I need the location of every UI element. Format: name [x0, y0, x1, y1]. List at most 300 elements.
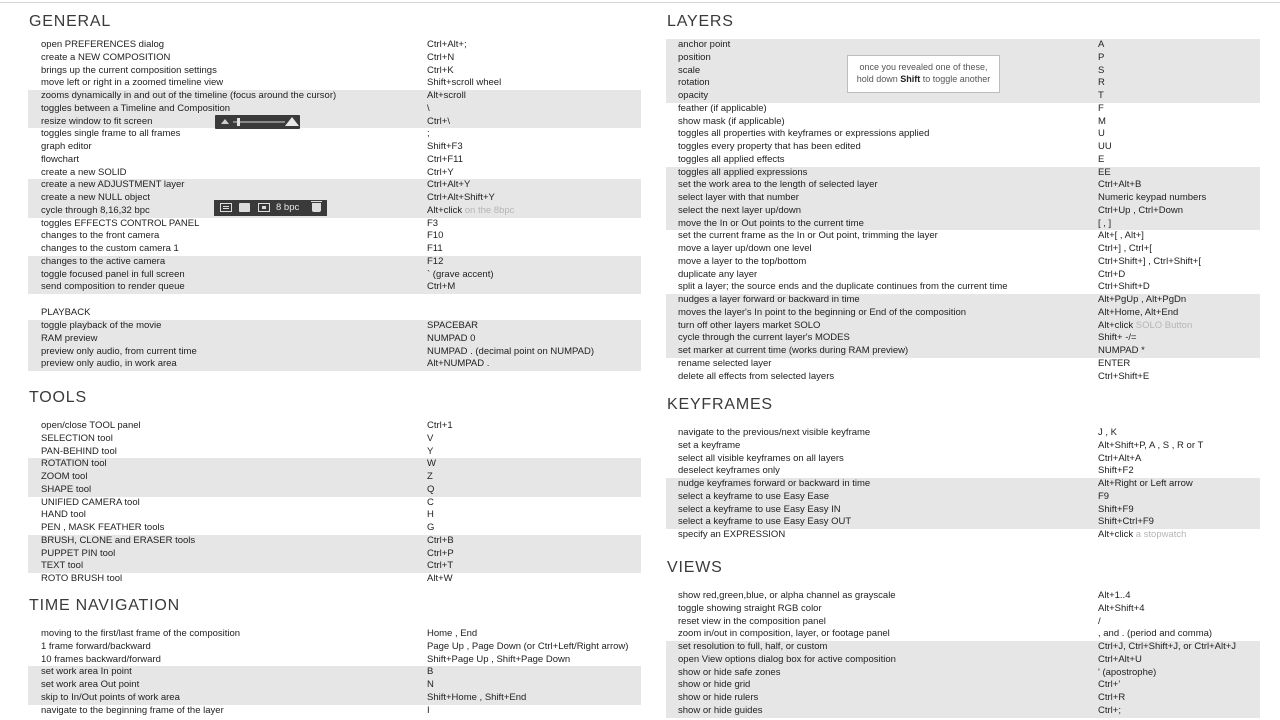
shortcut-description: create a NEW COMPOSITION: [41, 51, 171, 63]
shortcut-description: flowchart: [41, 153, 80, 165]
shortcut-description: select all visible keyframes on all layers: [678, 452, 844, 464]
shortcut-key-text: P: [1098, 51, 1105, 63]
shortcut-description: anchor point: [678, 39, 731, 50]
shortcut-keys: [427, 103, 430, 116]
shortcut-key-text: Alt+1..4: [1098, 590, 1131, 601]
shortcut-row: [666, 269, 1260, 282]
shortcut-key-text: Shift+scroll wheel: [427, 77, 502, 89]
shortcut-keys: [1098, 504, 1134, 517]
shortcut-row: [28, 116, 641, 129]
shortcut-key-text: Shift+F3: [427, 141, 463, 152]
shortcut-key-text: NUMPAD . (decimal point on NUMPAD): [427, 345, 594, 357]
shortcut-row: [28, 433, 641, 446]
shortcut-description: position: [678, 51, 711, 63]
shortcut-keys: [427, 167, 454, 180]
shortcut-description: 1 frame forward/backward: [41, 640, 151, 652]
shortcut-keys: [1098, 529, 1186, 542]
shortcut-row: [666, 332, 1260, 345]
shortcut-row: [666, 243, 1260, 256]
shortcut-keys: [1098, 218, 1111, 231]
tools-rows: [0, 420, 650, 586]
shortcut-row: [666, 179, 1260, 192]
shortcut-description: cycle through the current layer's MODES: [678, 332, 850, 344]
shortcut-key-text: Shift+Home , Shift+End: [427, 691, 527, 703]
shortcut-keys: [1098, 192, 1206, 205]
shortcut-key-text: Shift+F9: [1098, 503, 1134, 515]
shortcut-row: [28, 179, 641, 192]
shortcut-row: [28, 509, 641, 522]
shortcut-description: nudge keyframes forward or backward in time: [678, 478, 871, 489]
shortcut-key-text: Home , End: [427, 628, 478, 639]
shortcut-description: duplicate any layer: [678, 268, 758, 280]
shortcut-key-text: B: [427, 666, 434, 678]
shortcut-row: [666, 478, 1260, 491]
shortcut-description: delete all effects from selected layers: [678, 370, 835, 382]
section-title-layers: LAYERS: [667, 13, 734, 30]
shortcut-row: [666, 692, 1260, 705]
shortcut-keys: [1098, 269, 1125, 282]
shortcut-key-text: /: [1098, 615, 1101, 627]
shortcut-keys: [427, 128, 430, 141]
shortcut-description: changes to the front camera: [41, 230, 160, 242]
shortcut-key-text: G: [427, 522, 435, 533]
shortcut-key-text: Ctrl+K: [427, 64, 454, 76]
shortcut-keys: [1098, 478, 1193, 491]
shortcut-description: changes to the custom camera 1: [41, 243, 179, 254]
shortcut-description: graph editor: [41, 141, 92, 152]
shortcut-keys: [427, 154, 463, 167]
shortcut-row: [28, 692, 641, 705]
trash-icon[interactable]: [312, 203, 321, 212]
shortcut-row: [666, 440, 1260, 453]
shortcut-row: [666, 345, 1260, 358]
shortcut-key-text: Alt+PgUp , Alt+PgDn: [1098, 294, 1187, 305]
shortcut-row: [666, 141, 1260, 154]
shortcut-key-text: R: [1098, 77, 1105, 89]
shortcut-description: rename selected layer: [678, 357, 772, 369]
shortcut-key-text: Ctrl+N: [427, 51, 455, 63]
shortcut-description: deselect keyframes only: [678, 465, 780, 477]
shortcut-key-text: Alt+click: [1098, 529, 1134, 540]
shortcut-hint: a stopwatch: [1135, 529, 1187, 540]
shortcut-row: [666, 358, 1260, 371]
shortcut-row: [28, 52, 641, 65]
shortcut-description: create a new SOLID: [41, 166, 127, 178]
shortcut-key-text: Ctrl+Up , Ctrl+Down: [1098, 204, 1183, 216]
shortcut-row: [28, 654, 641, 667]
shortcut-key-text: Ctrl+Alt+Shift+Y: [427, 192, 495, 203]
shortcut-keys: [1098, 628, 1212, 641]
mountain-small-icon: [221, 119, 229, 124]
shortcut-key-text: ' (apostrophe): [1098, 666, 1157, 678]
shortcut-row: [28, 281, 641, 294]
shortcut-row: [28, 497, 641, 510]
shortcut-description: set a keyframe: [678, 439, 741, 451]
shortcut-keys: [1098, 90, 1104, 103]
shortcut-keys: [1098, 77, 1105, 90]
shortcut-key-text: E: [1098, 153, 1105, 165]
shortcut-keys: [427, 218, 438, 231]
shortcut-key-text: Shift+F2: [1098, 465, 1134, 477]
shortcut-description: open/close TOOL panel: [41, 420, 141, 431]
shortcut-keys: [1098, 205, 1183, 218]
shortcut-keys: [427, 692, 526, 705]
shortcut-keys: [1098, 603, 1144, 616]
shortcut-description: set the work area to the length of selected layer: [678, 179, 878, 191]
shortcut-row: [666, 39, 1260, 52]
shortcut-key-text: Alt+W: [427, 573, 453, 584]
shortcut-description: show or hide grid: [678, 679, 751, 691]
section-title-time-navigation: TIME NAVIGATION: [29, 597, 180, 614]
shortcut-key-text: Ctrl+Alt+;: [427, 39, 467, 50]
shortcut-description: move the In or Out points to the current time: [678, 217, 864, 229]
shortcut-row: [28, 705, 641, 718]
shortcut-description: show red,green,blue, or alpha channel as grayscale: [678, 590, 896, 601]
shortcut-row: [28, 103, 641, 116]
shortcut-keys: [1098, 427, 1117, 440]
shortcut-key-text: J , K: [1098, 427, 1118, 438]
shortcut-keys: [1098, 294, 1186, 307]
shortcut-keys: [427, 433, 433, 446]
shortcut-description: select a keyframe to use Easy Ease: [678, 490, 830, 502]
shortcut-key-text: Alt+Home, Alt+End: [1098, 306, 1179, 318]
zoom-slider-overlay[interactable]: [215, 115, 300, 129]
callout-text-end: to toggle another: [920, 74, 991, 84]
shortcut-keys: [1098, 692, 1125, 705]
shortcut-description: open PREFERENCES dialog: [41, 39, 165, 50]
shortcut-description: PEN , MASK FEATHER tools: [41, 522, 165, 533]
shortcut-description: BRUSH, CLONE and ERASER tools: [41, 534, 196, 546]
shortcut-description: scale: [678, 64, 701, 76]
shortcut-key-text: Ctrl+Shift+] , Ctrl+Shift+[: [1098, 255, 1201, 267]
shortcut-row: [666, 320, 1260, 333]
shortcut-keys: [427, 679, 434, 692]
shortcut-row: [666, 705, 1260, 718]
shortcut-description: zoom in/out in composition, layer, or footage panel: [678, 628, 890, 640]
shortcut-description: show or hide safe zones: [678, 666, 781, 678]
shortcut-keys: [1098, 52, 1104, 65]
shortcut-description: toggles between a Timeline and Composition: [41, 102, 231, 114]
shortcut-row: [666, 628, 1260, 641]
callout-line-2: [848, 73, 999, 85]
shortcut-row: [28, 320, 641, 333]
shortcut-description: show or hide guides: [678, 704, 763, 716]
zoom-slider-knob[interactable]: [237, 118, 240, 126]
shortcut-keys: [427, 471, 433, 484]
shortcut-row: [666, 218, 1260, 231]
shortcut-key-text: Alt+click: [427, 204, 463, 216]
shortcut-row: [666, 504, 1260, 517]
shortcut-description: toggles all properties with keyframes or expressions applied: [678, 128, 930, 140]
shortcut-key-text: ` (grave accent): [427, 268, 494, 280]
shortcut-description: open View options dialog box for active composition: [678, 653, 896, 665]
shortcut-description: select a keyframe to use Easy Easy IN: [678, 503, 841, 515]
shortcut-keys: [1098, 320, 1192, 333]
shortcut-description: toggle focused panel in full screen: [41, 268, 185, 280]
shortcut-key-text: Q: [427, 483, 435, 495]
shortcut-key-text: T: [1098, 90, 1104, 101]
shortcut-description: turn off other layers market SOLO: [678, 319, 821, 331]
shortcut-description: set marker at current time (works during RAM preview): [678, 345, 909, 356]
shortcut-row: [666, 667, 1260, 680]
shortcut-row: [666, 128, 1260, 141]
shortcut-row: [28, 90, 641, 103]
shortcut-key-text: Ctrl+F11: [427, 153, 463, 165]
shortcut-row: [28, 128, 641, 141]
shortcut-keys: [427, 522, 434, 535]
shortcut-key-text: Ctrl+T: [427, 560, 454, 572]
shortcut-description: select the next layer up/down: [678, 204, 802, 216]
shortcut-key-text: Shift+Page Up , Shift+Page Down: [427, 653, 571, 665]
shortcut-keys: [427, 333, 475, 346]
shortcut-keys: [1098, 141, 1112, 154]
shortcut-keys: [427, 256, 443, 269]
shortcut-key-text: Ctrl+;: [1098, 704, 1121, 716]
shortcut-key-text: Alt+click: [1098, 319, 1134, 331]
shortcut-keys: [1098, 179, 1141, 192]
shortcut-row: [666, 230, 1260, 243]
section-title-general: GENERAL: [29, 13, 112, 30]
top-divider: [0, 2, 1280, 3]
shortcut-key-text: Z: [427, 471, 433, 482]
shortcut-key-text: Shift+ -/=: [1098, 332, 1137, 344]
shortcut-description: send composition to render queue: [41, 281, 185, 293]
shortcut-row: [28, 679, 641, 692]
shortcut-keys: [1098, 307, 1178, 320]
shortcut-keys: [427, 535, 454, 548]
shortcut-key-text: Ctrl+': [1098, 679, 1121, 691]
shortcut-keys: [427, 358, 489, 371]
shortcut-key-text: Alt+[ , Alt+]: [1098, 230, 1144, 242]
shortcut-keys: [1098, 440, 1203, 453]
shortcut-row: [28, 535, 641, 548]
shortcut-keys: [427, 205, 514, 218]
shortcut-description: skip to In/Out points of work area: [41, 691, 180, 703]
shortcut-description: select a keyframe to use Easy Easy OUT: [678, 516, 852, 528]
playback-rows: [0, 320, 650, 371]
shortcut-row: [28, 573, 641, 586]
shortcut-description: move left or right in a zoomed timeline view: [41, 77, 224, 89]
views-rows: [658, 590, 1280, 718]
shortcut-keys: [1098, 679, 1120, 692]
composition-icon[interactable]: [220, 203, 232, 212]
shortcut-keys: [1098, 154, 1104, 167]
shortcut-keys: [427, 548, 454, 561]
shortcut-keys: [1098, 465, 1134, 478]
shortcut-row: [666, 192, 1260, 205]
shortcut-row: [666, 103, 1260, 116]
shortcut-key-text: \: [427, 102, 430, 114]
shortcut-keys: [1098, 65, 1104, 78]
project-bottom-bar-overlay: [214, 200, 327, 216]
shortcut-description: zooms dynamically in and out of the timeline (focus around the cursor): [41, 90, 337, 101]
shortcut-key-text: F: [1098, 102, 1104, 114]
shortcut-row: [666, 516, 1260, 529]
shortcut-key-text: F11: [427, 243, 443, 254]
shortcut-description: SHAPE tool: [41, 483, 92, 495]
shortcut-keys: [427, 77, 501, 90]
shortcut-hint: SOLO Button: [1135, 319, 1193, 331]
shortcut-description: toggles all applied expressions: [678, 166, 808, 178]
shortcut-keys: [427, 230, 443, 243]
bpc-button[interactable]: 8 bpc: [276, 202, 300, 213]
folder-icon[interactable]: [239, 203, 250, 212]
shortcut-row: [666, 641, 1260, 654]
shortcut-description: move a layer up/down one level: [678, 243, 812, 254]
shortcut-key-text: Ctrl+Alt+B: [1098, 179, 1142, 191]
shortcut-row: [28, 205, 641, 218]
shortcut-keys: [1098, 128, 1105, 141]
shortcut-description: rotation: [678, 77, 710, 89]
shortcut-description: ROTATION tool: [41, 458, 107, 470]
shortcut-row: [28, 666, 641, 679]
zoom-slider-track[interactable]: [233, 121, 285, 123]
shortcut-description: preview only audio, in work area: [41, 358, 177, 370]
shortcut-row: [28, 65, 641, 78]
shortcut-key-text: N: [427, 679, 434, 690]
shortcut-description: toggle playback of the movie: [41, 320, 162, 331]
shortcut-row: [28, 269, 641, 282]
shortcut-description: brings up the current composition settings: [41, 64, 217, 76]
shortcut-row: [28, 446, 641, 459]
shortcut-keys: [1098, 116, 1106, 129]
shortcut-row: [28, 522, 641, 535]
mountain-large-icon: [285, 117, 299, 126]
shortcut-row: [666, 590, 1260, 603]
shortcut-description: toggles single frame to all frames: [41, 128, 181, 140]
shortcut-keys: [427, 65, 454, 78]
shortcut-key-text: Page Up , Page Down (or Ctrl+Left/Right arrow): [427, 640, 629, 652]
shortcut-row: [28, 484, 641, 497]
shortcut-key-text: Shift+Ctrl+F9: [1098, 516, 1154, 528]
shortcut-key-text: UU: [1098, 141, 1112, 152]
shortcut-description: cycle through 8,16,32 bpc: [41, 204, 150, 216]
shortcut-keys: [427, 269, 494, 282]
shortcut-row: [28, 39, 641, 52]
shortcut-description: split a layer; the source ends and the duplicate continues from the current time: [678, 281, 1008, 293]
shortcut-row: [666, 465, 1260, 478]
shortcut-key-text: Alt+Shift+4: [1098, 602, 1145, 614]
shortcut-keys: [427, 52, 454, 65]
shortcut-row: [666, 116, 1260, 129]
shortcut-keys: [427, 458, 436, 471]
shortcut-description: RAM preview: [41, 332, 98, 344]
general-rows: [0, 39, 650, 294]
shortcut-key-text: Ctrl+J, Ctrl+Shift+J, or Ctrl+Alt+J: [1098, 641, 1237, 652]
shortcut-key-text: Ctrl+Y: [427, 166, 454, 178]
shortcut-key-text: Ctrl+Shift+E: [1098, 370, 1150, 382]
shortcut-description: toggles every property that has been edited: [678, 141, 861, 152]
shortcut-key-text: S: [1098, 64, 1105, 76]
shortcut-keys: [427, 484, 434, 497]
time-navigation-rows: [0, 628, 650, 717]
shortcut-description: set work area In point: [41, 666, 132, 678]
flowchart-icon[interactable]: [258, 203, 270, 212]
shortcut-keys: [427, 281, 455, 294]
section-title-tools: TOOLS: [29, 389, 87, 406]
shortcut-description: UNIFIED CAMERA tool: [41, 496, 140, 508]
shortcut-key-text: I: [427, 704, 430, 716]
shortcut-keys: [427, 573, 453, 586]
shortcut-row: [666, 491, 1260, 504]
shortcut-keys: [427, 39, 467, 52]
shortcut-row: [666, 281, 1260, 294]
shortcut-description: show or hide rulers: [678, 692, 759, 703]
shortcut-row: [666, 371, 1260, 384]
shortcut-keys: [427, 116, 450, 129]
shortcut-keys: [427, 346, 594, 359]
shortcut-key-text: Ctrl+Alt+Y: [427, 179, 471, 191]
shortcut-keys: [427, 497, 434, 510]
shortcut-keys: [427, 141, 463, 154]
shortcut-keys: [427, 90, 466, 103]
shortcut-keys: [1098, 516, 1154, 529]
shortcut-key-text: Alt+scroll: [427, 90, 466, 101]
section-title-playback: PLAYBACK: [41, 307, 91, 318]
shortcut-hint: on the 8bpc: [464, 204, 515, 216]
shortcut-description: TEXT tool: [41, 560, 84, 572]
shortcut-key-text: Y: [427, 445, 434, 457]
shortcut-keys: [1098, 230, 1144, 243]
shortcut-keys: [427, 446, 433, 459]
shortcut-keys: [1098, 167, 1111, 180]
shortcut-row: [28, 628, 641, 641]
shortcut-keys: [1098, 491, 1109, 504]
shortcut-keys: [1098, 39, 1104, 52]
shortcut-description: toggles EFFECTS CONTROL PANEL: [41, 217, 200, 229]
shortcut-description: opacity: [678, 90, 709, 101]
shortcut-key-text: Ctrl+\: [427, 115, 450, 127]
section-title-keyframes: KEYFRAMES: [667, 396, 773, 413]
shortcut-keys: [1098, 345, 1145, 358]
shortcut-description: select layer with that number: [678, 192, 799, 203]
shortcut-row: [28, 141, 641, 154]
shortcut-description: 10 frames backward/forward: [41, 653, 161, 665]
shortcut-key-text: ENTER: [1098, 357, 1131, 369]
shortcut-keys: [1098, 667, 1156, 680]
shortcut-key-text: [ , ]: [1098, 217, 1112, 229]
callout-line-1: once you revealed one of these,: [859, 62, 988, 72]
shortcut-description: preview only audio, from current time: [41, 345, 197, 357]
shortcut-description: set work area Out point: [41, 679, 140, 690]
shortcut-key-text: , and . (period and comma): [1098, 628, 1213, 640]
shortcut-key-text: Ctrl+1: [427, 420, 453, 431]
shortcut-description: create a new NULL object: [41, 192, 150, 203]
shortcut-description: navigate to the previous/next visible keyframe: [678, 427, 871, 438]
shortcut-keys: [427, 560, 453, 573]
shortcut-row: [666, 453, 1260, 466]
shortcut-description: move a layer to the top/bottom: [678, 255, 807, 267]
shortcut-key-text: A: [1098, 39, 1105, 50]
shortcut-row: [28, 154, 641, 167]
shortcut-key-text: F9: [1098, 490, 1110, 502]
shortcut-key-text: H: [427, 509, 434, 521]
shortcut-keys: [1098, 332, 1137, 345]
shortcut-key-text: Ctrl+Shift+D: [1098, 281, 1150, 293]
shortcut-row: [28, 420, 641, 433]
shortcut-description: resize window to fit screen: [41, 115, 153, 127]
shortcut-description: PAN-BEHIND tool: [41, 445, 117, 457]
shortcut-row: [28, 243, 641, 256]
shortcut-row: [666, 294, 1260, 307]
shortcut-key-text: F10: [427, 230, 444, 242]
toggle-tip-callout: [847, 55, 1000, 93]
shortcut-key-text: SPACEBAR: [427, 320, 479, 331]
shortcut-description: moving to the first/last frame of the composition: [41, 628, 241, 639]
shortcut-key-text: Ctrl+D: [1098, 268, 1126, 280]
shortcut-keys: [1098, 281, 1150, 294]
shortcut-key-text: F3: [427, 217, 439, 229]
